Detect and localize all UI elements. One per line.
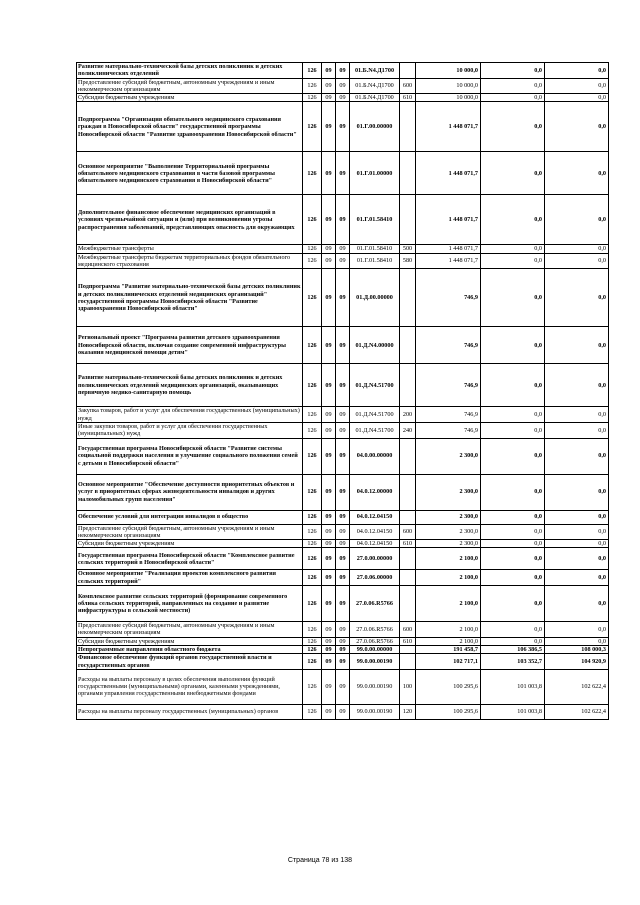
row-vr bbox=[400, 269, 416, 327]
row-sum-3: 0,0 bbox=[545, 102, 609, 152]
table-row bbox=[77, 364, 609, 407]
row-sum-1: 100 295,6 bbox=[416, 669, 481, 704]
table-row bbox=[77, 152, 609, 195]
row-sum-2: 0,0 bbox=[481, 637, 545, 645]
row-pr: 09 bbox=[336, 407, 350, 423]
row-name: Развитие материально-технической базы детских поликлиник и детских поликлинических отделений медицинских организаций, оказывающих первичную медико-санитарную помощь bbox=[77, 364, 303, 407]
row-rz: 09 bbox=[322, 438, 336, 474]
row-sum-1: 2 100,0 bbox=[416, 622, 481, 638]
table-row bbox=[77, 570, 609, 586]
row-vr bbox=[400, 474, 416, 510]
row-pr: 09 bbox=[336, 645, 350, 653]
row-vr bbox=[400, 570, 416, 586]
row-sum-2: 0,0 bbox=[481, 474, 545, 510]
row-vr: 600 bbox=[400, 524, 416, 540]
row-sum-3: 0,0 bbox=[545, 407, 609, 423]
row-sum-2: 0,0 bbox=[481, 269, 545, 327]
row-rz: 09 bbox=[322, 654, 336, 670]
row-name: Предоставление субсидий бюджетным, автономным учреждениям и иным некоммерческим организациям bbox=[77, 78, 303, 94]
row-vr bbox=[400, 327, 416, 364]
row-pr: 09 bbox=[336, 510, 350, 524]
row-pr: 09 bbox=[336, 540, 350, 548]
row-vr bbox=[400, 364, 416, 407]
row-pr: 09 bbox=[336, 637, 350, 645]
row-sum-2: 101 003,8 bbox=[481, 669, 545, 704]
row-sum-3: 0,0 bbox=[545, 78, 609, 94]
table-row bbox=[77, 510, 609, 524]
row-rz: 09 bbox=[322, 102, 336, 152]
table-row bbox=[77, 654, 609, 670]
row-ved: 126 bbox=[303, 152, 322, 195]
row-sum-2: 0,0 bbox=[481, 540, 545, 548]
table-row bbox=[77, 63, 609, 79]
row-sum-2: 0,0 bbox=[481, 195, 545, 245]
row-csr: 27.0.06.R5766 bbox=[350, 622, 400, 638]
row-name: Комплексное развитие сельских территорий (формирование современного облика сельских территорий, направленных на создание и развитие инфраструктуры в сельской местности) bbox=[77, 586, 303, 622]
row-vr bbox=[400, 645, 416, 653]
row-rz: 09 bbox=[322, 510, 336, 524]
table-row bbox=[77, 195, 609, 245]
table-row bbox=[77, 669, 609, 704]
row-ved: 126 bbox=[303, 422, 322, 438]
row-sum-3: 108 000,3 bbox=[545, 645, 609, 653]
row-vr: 100 bbox=[400, 669, 416, 704]
row-vr: 600 bbox=[400, 622, 416, 638]
row-csr: 01.Д.N4.00000 bbox=[350, 327, 400, 364]
row-sum-3: 0,0 bbox=[545, 327, 609, 364]
row-csr: 27.0.06.R5766 bbox=[350, 637, 400, 645]
row-csr: 04.0.00.00000 bbox=[350, 438, 400, 474]
row-sum-2: 0,0 bbox=[481, 622, 545, 638]
budget-table bbox=[76, 62, 609, 720]
row-ved: 126 bbox=[303, 524, 322, 540]
row-rz: 09 bbox=[322, 540, 336, 548]
row-rz: 09 bbox=[322, 364, 336, 407]
row-vr: 200 bbox=[400, 407, 416, 423]
row-name: Основное мероприятие "Обеспечение доступности приоритетных объектов и услуг в приоритетных сферах жизнедеятельности инвалидов и других маломобильных групп населения" bbox=[77, 474, 303, 510]
row-pr: 09 bbox=[336, 364, 350, 407]
row-sum-1: 1 448 071,7 bbox=[416, 102, 481, 152]
row-sum-3: 0,0 bbox=[545, 152, 609, 195]
row-sum-2: 0,0 bbox=[481, 94, 545, 102]
row-sum-3: 0,0 bbox=[545, 637, 609, 645]
row-sum-2: 0,0 bbox=[481, 102, 545, 152]
row-rz: 09 bbox=[322, 195, 336, 245]
row-pr: 09 bbox=[336, 474, 350, 510]
row-sum-3: 102 622,4 bbox=[545, 669, 609, 704]
page-footer: Страница 78 из 138 bbox=[287, 857, 353, 864]
table-row bbox=[77, 474, 609, 510]
row-name: Подпрограмма "Организация обязательного медицинского страхования граждан в Новосибирской области" государственной программы Новосибирской области "Развитие здравоохранения Новосибирской области" bbox=[77, 102, 303, 152]
row-pr: 09 bbox=[336, 78, 350, 94]
row-sum-1: 746,9 bbox=[416, 407, 481, 423]
row-ved: 126 bbox=[303, 654, 322, 670]
row-vr bbox=[400, 102, 416, 152]
row-pr: 09 bbox=[336, 622, 350, 638]
row-sum-1: 2 300,0 bbox=[416, 540, 481, 548]
row-csr: 99.0.00.00190 bbox=[350, 654, 400, 670]
row-pr: 09 bbox=[336, 102, 350, 152]
row-vr: 610 bbox=[400, 94, 416, 102]
row-csr: 27.0.00.00000 bbox=[350, 548, 400, 570]
row-vr bbox=[400, 438, 416, 474]
row-vr bbox=[400, 586, 416, 622]
row-rz: 09 bbox=[322, 669, 336, 704]
row-ved: 126 bbox=[303, 540, 322, 548]
row-sum-1: 1 448 071,7 bbox=[416, 245, 481, 253]
row-ved: 126 bbox=[303, 78, 322, 94]
row-vr bbox=[400, 63, 416, 79]
row-ved: 126 bbox=[303, 327, 322, 364]
row-sum-1: 10 000,0 bbox=[416, 94, 481, 102]
row-sum-2: 0,0 bbox=[481, 570, 545, 586]
row-name: Расходы на выплаты персоналу в целях обеспечения выполнения функций государственными (муниципальными) органами, казенными учреждениями, органами управления государственными внебюджетными фондами bbox=[77, 669, 303, 704]
row-rz: 09 bbox=[322, 524, 336, 540]
row-rz: 09 bbox=[322, 63, 336, 79]
row-ved: 126 bbox=[303, 63, 322, 79]
table-row bbox=[77, 438, 609, 474]
row-sum-1: 10 000,0 bbox=[416, 63, 481, 79]
row-csr: 01.Б.N4.Д1700 bbox=[350, 63, 400, 79]
row-sum-3: 0,0 bbox=[545, 510, 609, 524]
row-name: Обеспечение условий для интеграции инвалидов в общество bbox=[77, 510, 303, 524]
row-rz: 09 bbox=[322, 94, 336, 102]
row-sum-2: 0,0 bbox=[481, 63, 545, 79]
row-name: Предоставление субсидий бюджетным, автономным учреждениям и иным некоммерческим организациям bbox=[77, 524, 303, 540]
row-sum-3: 0,0 bbox=[545, 245, 609, 253]
row-sum-3: 0,0 bbox=[545, 548, 609, 570]
row-csr: 04.0.12.04150 bbox=[350, 510, 400, 524]
row-name: Иные закупки товаров, работ и услуг для обеспечения государственных (муниципальных) нужд bbox=[77, 422, 303, 438]
row-csr: 01.Д.00.00000 bbox=[350, 269, 400, 327]
row-name: Расходы на выплаты персоналу государственных (муниципальных) органов bbox=[77, 704, 303, 719]
row-sum-1: 2 300,0 bbox=[416, 524, 481, 540]
row-name: Подпрограмма "Развитие материально-технической базы детских поликлиник и детских поликлинических отделений медицинских организаций" государственной программы Новосибирской области "Развитие здравоохранения Новосибирской области" bbox=[77, 269, 303, 327]
row-vr: 500 bbox=[400, 245, 416, 253]
row-name: Субсидии бюджетным учреждениям bbox=[77, 540, 303, 548]
row-ved: 126 bbox=[303, 364, 322, 407]
row-sum-1: 746,9 bbox=[416, 269, 481, 327]
row-vr: 610 bbox=[400, 540, 416, 548]
row-csr: 04.0.12.00000 bbox=[350, 474, 400, 510]
row-csr: 01.Д.N4.51700 bbox=[350, 364, 400, 407]
row-csr: 99.0.00.00190 bbox=[350, 704, 400, 719]
row-rz: 09 bbox=[322, 78, 336, 94]
row-sum-3: 104 920,9 bbox=[545, 654, 609, 670]
row-pr: 09 bbox=[336, 548, 350, 570]
row-sum-2: 0,0 bbox=[481, 510, 545, 524]
row-sum-3: 0,0 bbox=[545, 195, 609, 245]
row-csr: 01.Б.N4.Д1700 bbox=[350, 78, 400, 94]
row-pr: 09 bbox=[336, 245, 350, 253]
table-row bbox=[77, 327, 609, 364]
table-row bbox=[77, 586, 609, 622]
row-sum-1: 1 448 071,7 bbox=[416, 253, 481, 269]
row-name: Межбюджетные трансферты bbox=[77, 245, 303, 253]
row-rz: 09 bbox=[322, 253, 336, 269]
row-sum-2: 0,0 bbox=[481, 548, 545, 570]
row-ved: 126 bbox=[303, 195, 322, 245]
row-pr: 09 bbox=[336, 422, 350, 438]
table-row bbox=[77, 269, 609, 327]
row-ved: 126 bbox=[303, 245, 322, 253]
row-csr: 01.Г.01.58410 bbox=[350, 195, 400, 245]
row-sum-3: 0,0 bbox=[545, 438, 609, 474]
row-sum-1: 2 300,0 bbox=[416, 474, 481, 510]
row-vr bbox=[400, 548, 416, 570]
row-csr: 04.0.12.04150 bbox=[350, 540, 400, 548]
row-sum-1: 746,9 bbox=[416, 422, 481, 438]
row-name: Государственная программа Новосибирской области "Развитие системы социальной поддержки населения и улучшение социального положения семей с детьми в Новосибирской области" bbox=[77, 438, 303, 474]
row-csr: 99.0.00.00190 bbox=[350, 669, 400, 704]
row-csr: 01.Б.N4.Д1700 bbox=[350, 94, 400, 102]
row-rz: 09 bbox=[322, 474, 336, 510]
row-sum-2: 0,0 bbox=[481, 245, 545, 253]
row-pr: 09 bbox=[336, 524, 350, 540]
row-sum-2: 101 003,8 bbox=[481, 704, 545, 719]
row-vr bbox=[400, 195, 416, 245]
row-sum-3: 102 622,4 bbox=[545, 704, 609, 719]
row-name: Дополнительное финансовое обеспечение медицинских организаций в условиях чрезвычайной ситуации и (или) при возникновении угрозы распространения заболеваний, представляющих опасность для окружающих bbox=[77, 195, 303, 245]
table-row bbox=[77, 245, 609, 253]
row-sum-1: 1 448 071,7 bbox=[416, 152, 481, 195]
row-name: Финансовое обеспечение функций органов государственной власти и государственных органов bbox=[77, 654, 303, 670]
row-sum-1: 2 300,0 bbox=[416, 438, 481, 474]
row-name: Субсидии бюджетным учреждениям bbox=[77, 94, 303, 102]
row-pr: 09 bbox=[336, 669, 350, 704]
row-sum-2: 106 386,5 bbox=[481, 645, 545, 653]
row-name: Развитие материально-технической базы детских поликлиник и детских поликлинических отделений bbox=[77, 63, 303, 79]
row-csr: 04.0.12.04150 bbox=[350, 524, 400, 540]
row-sum-3: 0,0 bbox=[545, 94, 609, 102]
row-csr: 01.Г.01.58410 bbox=[350, 253, 400, 269]
table-row bbox=[77, 540, 609, 548]
row-ved: 126 bbox=[303, 645, 322, 653]
row-ved: 126 bbox=[303, 102, 322, 152]
row-rz: 09 bbox=[322, 407, 336, 423]
row-rz: 09 bbox=[322, 152, 336, 195]
row-sum-2: 103 352,7 bbox=[481, 654, 545, 670]
row-sum-3: 0,0 bbox=[545, 63, 609, 79]
row-pr: 09 bbox=[336, 327, 350, 364]
row-sum-2: 0,0 bbox=[481, 364, 545, 407]
row-sum-1: 746,9 bbox=[416, 364, 481, 407]
table-row bbox=[77, 422, 609, 438]
row-ved: 126 bbox=[303, 94, 322, 102]
row-pr: 09 bbox=[336, 269, 350, 327]
row-vr: 120 bbox=[400, 704, 416, 719]
row-rz: 09 bbox=[322, 422, 336, 438]
row-pr: 09 bbox=[336, 704, 350, 719]
row-vr bbox=[400, 510, 416, 524]
row-sum-2: 0,0 bbox=[481, 152, 545, 195]
row-sum-1: 2 100,0 bbox=[416, 586, 481, 622]
row-name: Предоставление субсидий бюджетным, автономным учреждениям и иным некоммерческим организациям bbox=[77, 622, 303, 638]
row-name: Непрограммные направления областного бюджета bbox=[77, 645, 303, 653]
row-vr: 580 bbox=[400, 253, 416, 269]
row-pr: 09 bbox=[336, 253, 350, 269]
row-sum-1: 2 100,0 bbox=[416, 637, 481, 645]
row-sum-3: 0,0 bbox=[545, 364, 609, 407]
row-rz: 09 bbox=[322, 327, 336, 364]
row-name: Государственная программа Новосибирской области "Комплексное развитие сельских территорий в Новосибирской области" bbox=[77, 548, 303, 570]
row-sum-2: 0,0 bbox=[481, 422, 545, 438]
row-sum-3: 0,0 bbox=[545, 622, 609, 638]
table-row bbox=[77, 407, 609, 423]
row-csr: 01.Д.N4.51700 bbox=[350, 422, 400, 438]
row-sum-1: 2 100,0 bbox=[416, 548, 481, 570]
table-row bbox=[77, 645, 609, 653]
row-pr: 09 bbox=[336, 570, 350, 586]
row-vr bbox=[400, 654, 416, 670]
row-sum-1: 100 295,6 bbox=[416, 704, 481, 719]
row-vr bbox=[400, 152, 416, 195]
row-sum-1: 2 100,0 bbox=[416, 570, 481, 586]
table-row bbox=[77, 548, 609, 570]
row-pr: 09 bbox=[336, 654, 350, 670]
row-sum-1: 746,9 bbox=[416, 327, 481, 364]
table-row bbox=[77, 524, 609, 540]
row-rz: 09 bbox=[322, 622, 336, 638]
row-sum-1: 2 300,0 bbox=[416, 510, 481, 524]
row-sum-1: 1 448 071,7 bbox=[416, 195, 481, 245]
row-rz: 09 bbox=[322, 704, 336, 719]
row-sum-2: 0,0 bbox=[481, 524, 545, 540]
row-name: Основное мероприятие "Реализация проектов комплексного развития сельских территорий" bbox=[77, 570, 303, 586]
row-pr: 09 bbox=[336, 438, 350, 474]
row-name: Межбюджетные трансферты бюджетам территориальных фондов обязательного медицинского страхования bbox=[77, 253, 303, 269]
row-rz: 09 bbox=[322, 245, 336, 253]
row-sum-2: 0,0 bbox=[481, 438, 545, 474]
row-pr: 09 bbox=[336, 63, 350, 79]
row-ved: 126 bbox=[303, 510, 322, 524]
row-rz: 09 bbox=[322, 570, 336, 586]
row-name: Региональный проект "Программа развития детского здравоохранения Новосибирской области, включая создание современной инфраструктуры оказания медицинской помощи детям" bbox=[77, 327, 303, 364]
row-sum-1: 10 000,0 bbox=[416, 78, 481, 94]
row-sum-3: 0,0 bbox=[545, 474, 609, 510]
row-name: Закупка товаров, работ и услуг для обеспечения государственных (муниципальных) нужд bbox=[77, 407, 303, 423]
table-row bbox=[77, 102, 609, 152]
row-name: Основное мероприятие "Выполнение Территориальной программы обязательного медицинского страхования в части базовой программы обязательного медицинского страхования в Новосибирской области" bbox=[77, 152, 303, 195]
table-body bbox=[77, 63, 609, 720]
table-row bbox=[77, 78, 609, 94]
row-csr: 01.Г.01.58410 bbox=[350, 245, 400, 253]
row-csr: 27.0.06.00000 bbox=[350, 570, 400, 586]
row-pr: 09 bbox=[336, 195, 350, 245]
row-ved: 126 bbox=[303, 269, 322, 327]
row-ved: 126 bbox=[303, 253, 322, 269]
row-sum-2: 0,0 bbox=[481, 253, 545, 269]
row-sum-3: 0,0 bbox=[545, 269, 609, 327]
row-ved: 126 bbox=[303, 407, 322, 423]
table-row bbox=[77, 622, 609, 638]
table-row bbox=[77, 253, 609, 269]
row-sum-3: 0,0 bbox=[545, 540, 609, 548]
row-sum-3: 0,0 bbox=[545, 570, 609, 586]
row-sum-3: 0,0 bbox=[545, 253, 609, 269]
row-sum-3: 0,0 bbox=[545, 586, 609, 622]
row-vr: 600 bbox=[400, 78, 416, 94]
table-row bbox=[77, 704, 609, 719]
table-row bbox=[77, 637, 609, 645]
row-pr: 09 bbox=[336, 152, 350, 195]
row-name: Субсидии бюджетным учреждениям bbox=[77, 637, 303, 645]
row-pr: 09 bbox=[336, 94, 350, 102]
row-sum-3: 0,0 bbox=[545, 524, 609, 540]
row-sum-2: 0,0 bbox=[481, 327, 545, 364]
row-ved: 126 bbox=[303, 704, 322, 719]
row-sum-2: 0,0 bbox=[481, 407, 545, 423]
row-sum-3: 0,0 bbox=[545, 422, 609, 438]
row-ved: 126 bbox=[303, 570, 322, 586]
row-csr: 27.0.06.R5766 bbox=[350, 586, 400, 622]
row-pr: 09 bbox=[336, 586, 350, 622]
row-sum-1: 102 717,1 bbox=[416, 654, 481, 670]
row-sum-2: 0,0 bbox=[481, 78, 545, 94]
row-ved: 126 bbox=[303, 474, 322, 510]
row-vr: 240 bbox=[400, 422, 416, 438]
row-ved: 126 bbox=[303, 548, 322, 570]
row-vr: 610 bbox=[400, 637, 416, 645]
row-csr: 01.Д.N4.51700 bbox=[350, 407, 400, 423]
row-ved: 126 bbox=[303, 438, 322, 474]
row-rz: 09 bbox=[322, 548, 336, 570]
row-rz: 09 bbox=[322, 269, 336, 327]
row-ved: 126 bbox=[303, 669, 322, 704]
row-sum-2: 0,0 bbox=[481, 586, 545, 622]
row-ved: 126 bbox=[303, 622, 322, 638]
row-csr: 01.Г.00.00000 bbox=[350, 102, 400, 152]
row-csr: 01.Г.01.00000 bbox=[350, 152, 400, 195]
row-rz: 09 bbox=[322, 586, 336, 622]
table-row bbox=[77, 94, 609, 102]
row-csr: 99.0.00.00000 bbox=[350, 645, 400, 653]
row-sum-1: 191 458,7 bbox=[416, 645, 481, 653]
row-ved: 126 bbox=[303, 637, 322, 645]
row-rz: 09 bbox=[322, 637, 336, 645]
row-rz: 09 bbox=[322, 645, 336, 653]
row-ved: 126 bbox=[303, 586, 322, 622]
